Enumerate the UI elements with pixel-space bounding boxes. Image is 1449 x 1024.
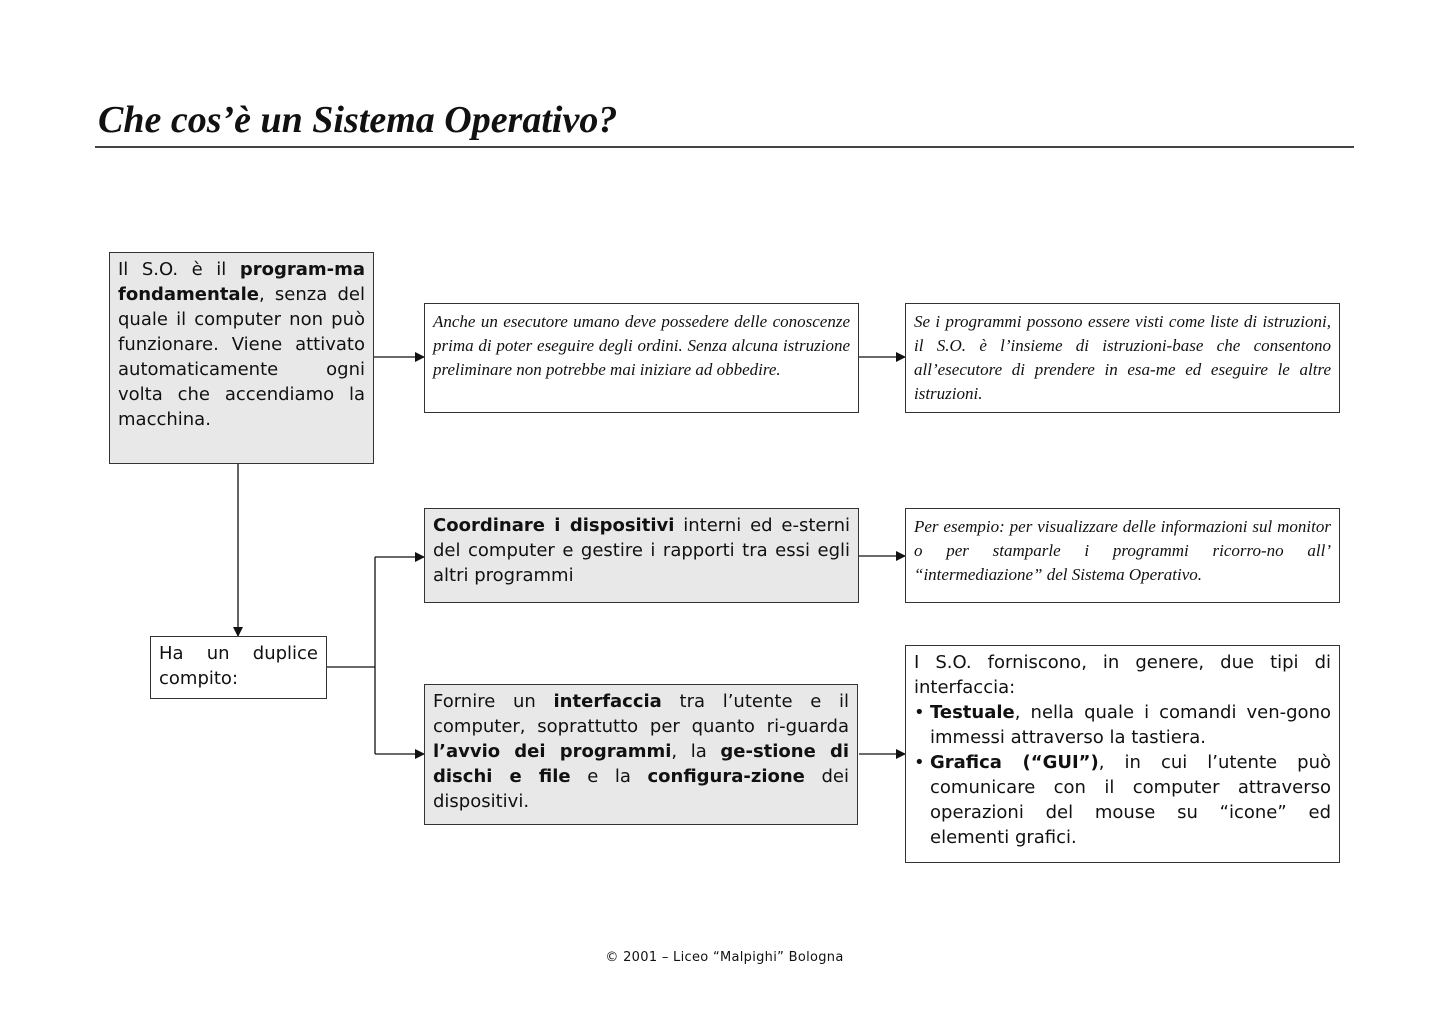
list-item: • Testuale, nella quale i comandi ven-gono immessi attraverso la tastiera.: [914, 700, 1331, 750]
box-coordinate-devices: Coordinare i dispositivi interni ed e-sterni del computer e gestire i rapporti tra essi egli altri programmi: [424, 508, 859, 603]
box-user-interface: Fornire un interfaccia tra l’utente e il computer, soprattutto per quanto ri-guarda l’avvio dei programmi, la ge-stione di dischi e file e la configura-zione dei dispositivi.: [424, 684, 858, 825]
box-interface-types: [905, 645, 1340, 863]
page-title: Che cos’è un Sistema Operativo?: [98, 99, 618, 141]
box-instructions: Se i programmi possono essere visti come liste di istruzioni, il S.O. è l’insieme di istruzioni-base che consentono all’esecutore di prendere in esa-me ed eseguire le altre istruzioni.: [905, 303, 1340, 413]
interface-types-intro: I S.O. forniscono, in genere, due tipi di interfaccia:: [914, 652, 1331, 698]
box-dual-task: Ha un duplice compito:: [150, 636, 327, 699]
box-human-executor: Anche un esecutore umano deve possedere delle conoscenze prima di poter eseguire degli ordini. Senza alcuna istruzione preliminare non potrebbe mai iniziare ad obbedire.: [424, 303, 859, 413]
footer-copyright: © 2001 – Liceo “Malpighi” Bologna: [605, 950, 844, 965]
box-example: Per esempio: per visualizzare delle informazioni sul monitor o per stamparle i programmi ricorro-no all’ “intermediazione” del Sistema Operativo.: [905, 508, 1340, 603]
list-item: • Grafica (“GUI”), in cui l’utente può comunicare con il computer attraverso operazioni del mouse su “icone” ed elementi grafici.: [914, 750, 1331, 850]
box-os-definition: Il S.O. è il program-ma fondamentale, senza del quale il computer non può funzionare. Viene attivato automaticamente ogni volta che accendiamo la macchina.: [109, 252, 374, 464]
interface-types-list: [914, 700, 1331, 850]
